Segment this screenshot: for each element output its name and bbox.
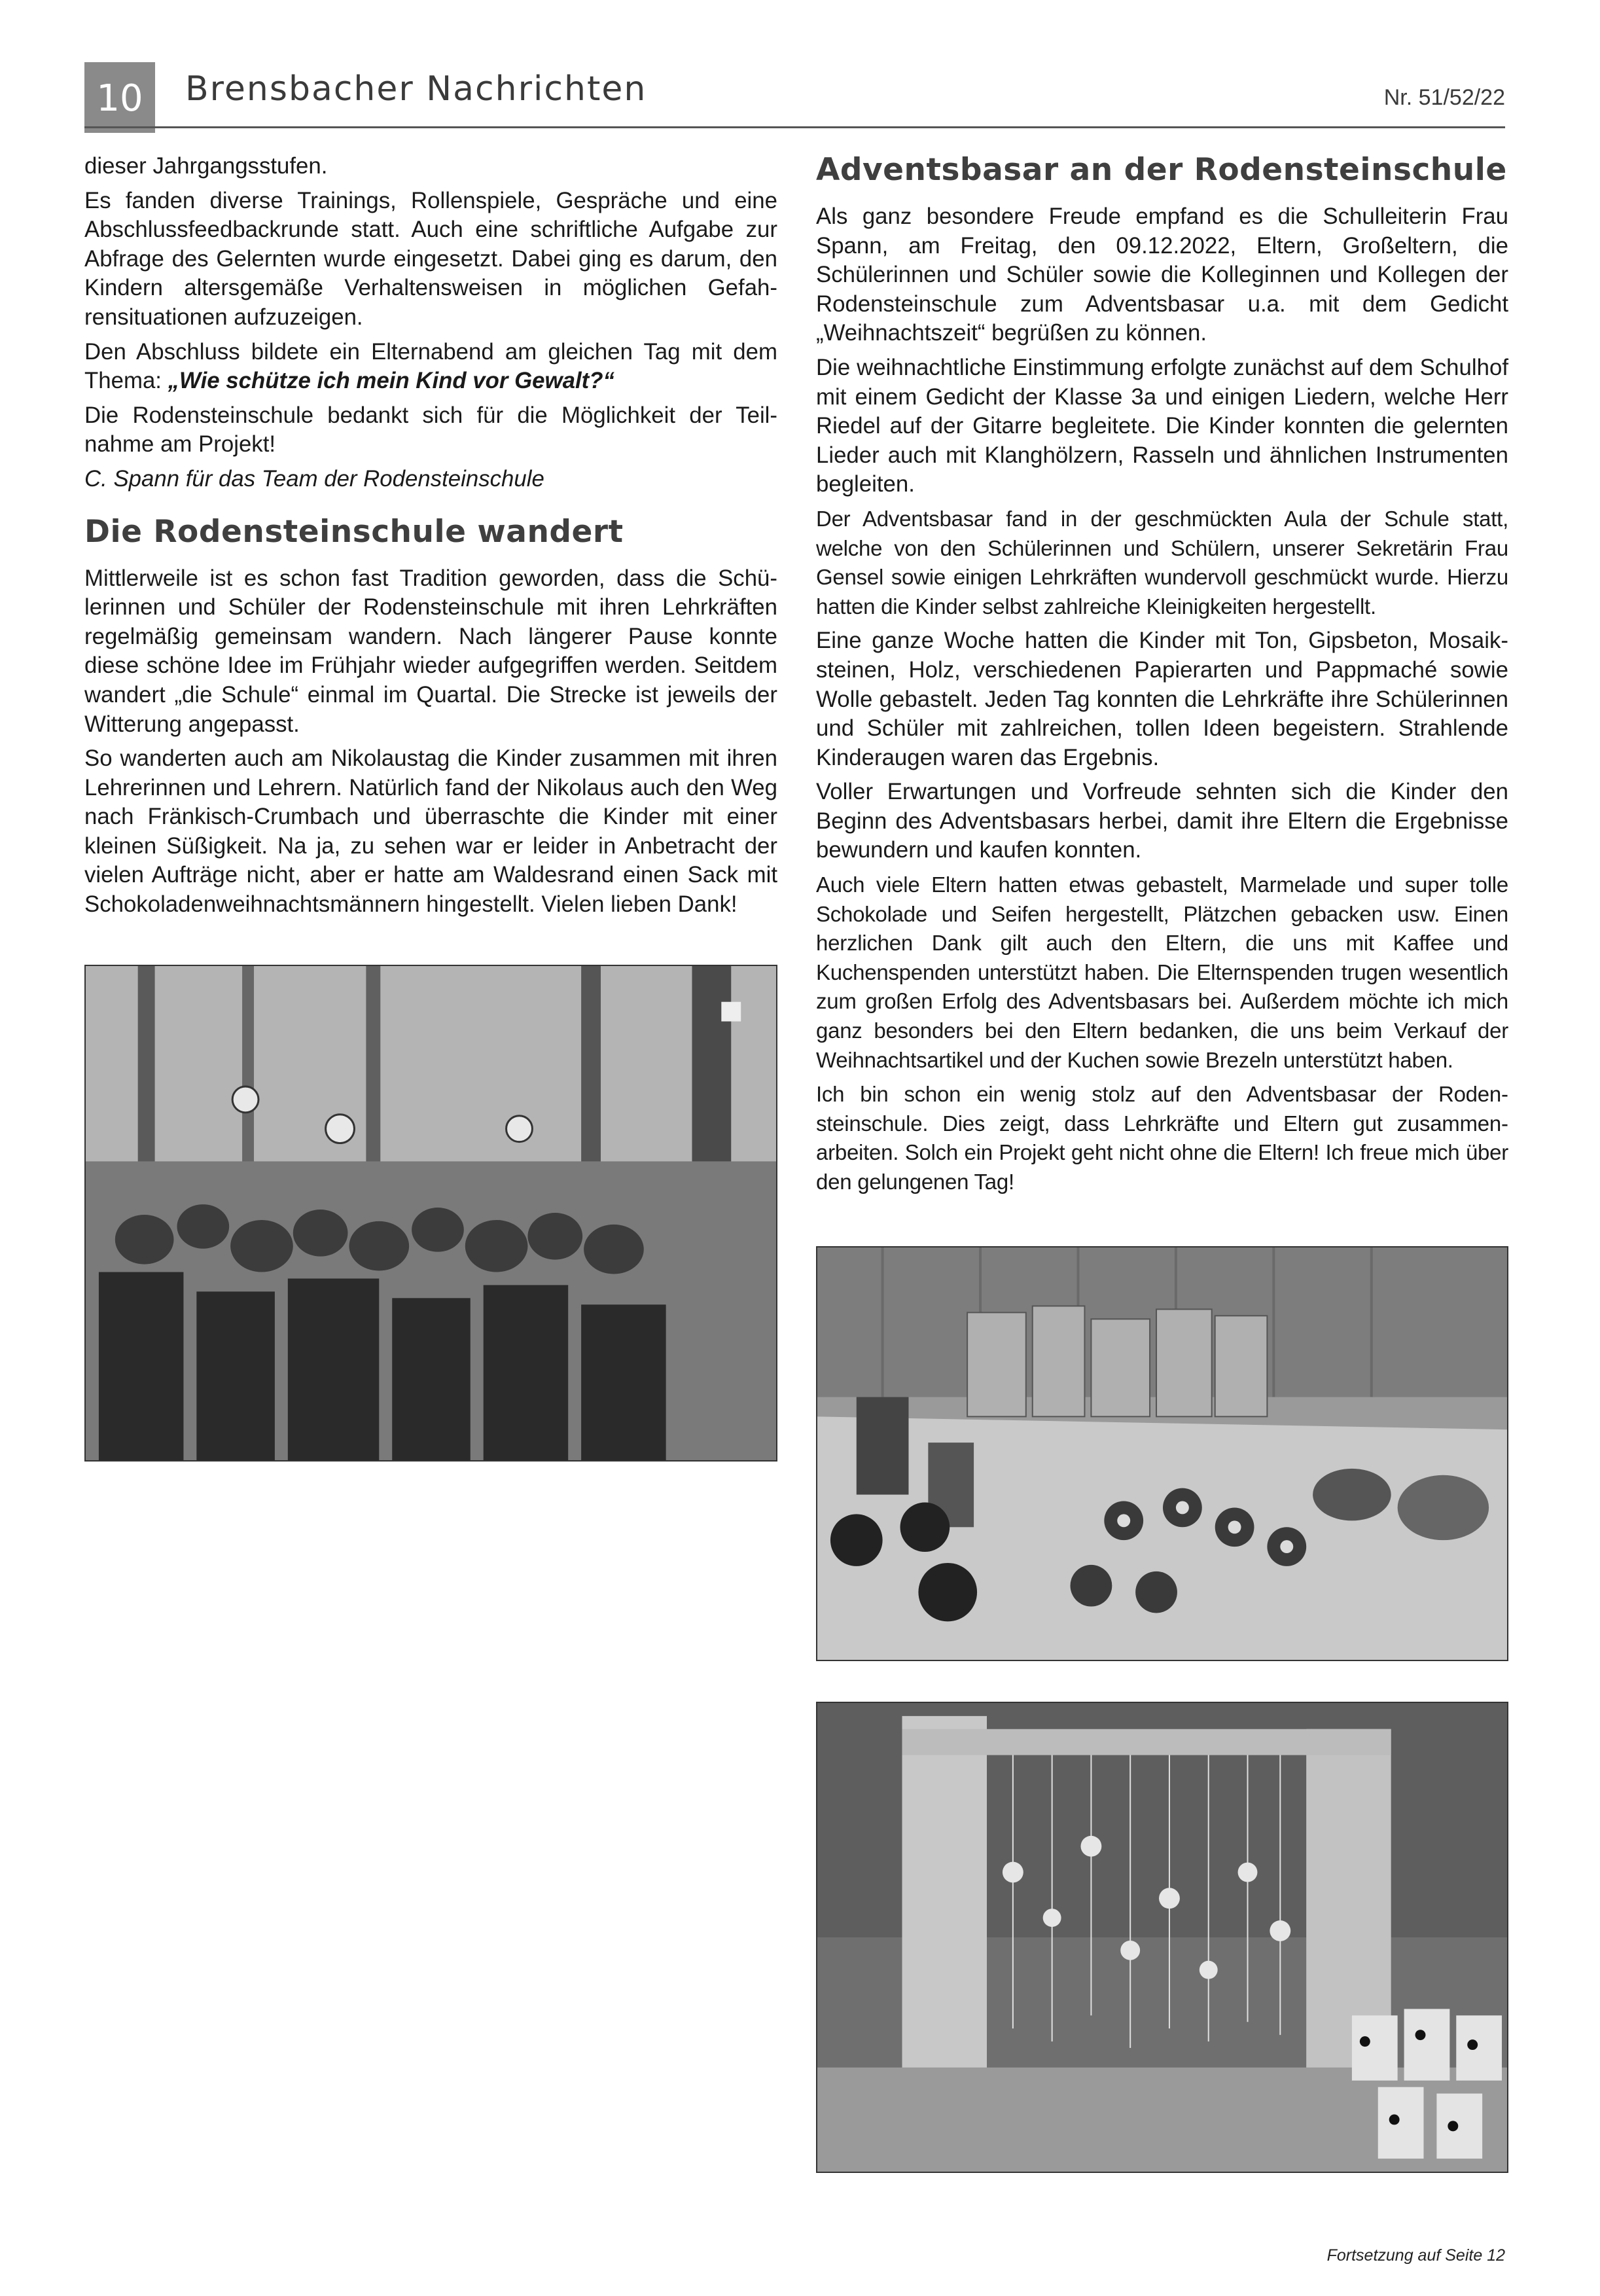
- basar-table-photo-image: [817, 1247, 1507, 1660]
- left-column: [84, 152, 777, 925]
- basar-table-photo: [816, 1246, 1508, 1661]
- hike-paragraph-2: So wanderten auch am Nikolaustag die Kinder zusammen mit ihren Lehrerinnen und Lehrern. Natürlich fand der Nikolaus auch den Weg nach Fränkisch-Crumbach und überraschte die Kinder mit einer kleinen Süßigkeit. Na ja, zu sehen war er leider in Anbetracht der vielen Aufträge nicht, aber er hatte am Waldesrand einen Sack mit Schokoladenweihnachtsmännern hingestellt. Vielen lieben Dank!: [84, 745, 777, 918]
- basar-paragraph-2: Die weihnachtliche Einstimmung erfolgte zunächst auf dem Schulhof mit einem Gedicht der Klasse 3a und einigen Liedern, welche Herr Riedel auf der Gitarre begleitete. Die Kinder konnten die gelernten Lieder auch mit Klanghölzern, Rasseln und ähnlichen Instrumenten begleiten.: [816, 354, 1508, 497]
- basar-paragraph-7: Ich bin schon ein wenig stolz auf den Adventsbasar der Rodensteinschule. Dies zeigt, dass Lehrkräfte und Eltern gut zusammenarbeiten. Solch ein Projekt geht nicht ohne die Eltern! Ich freue mich über den gelungenen Tag!: [816, 1082, 1508, 1194]
- issue-number: Nr. 51/52/22: [1383, 85, 1505, 110]
- basar-paragraph-5: Voller Erwartungen und Vorfreude sehnten sich die Kinder den Beginn des Adventsbasars herbei, damit ihre Eltern die Ergebnisse bewundern und kaufen konnten.: [816, 779, 1508, 863]
- basar-frame-photo-image: [817, 1703, 1507, 2172]
- intro-paragraph-2: Es fanden diverse Trainings, Rollenspiele, Gespräche und eine Abschlussfeedbackrunde statt. Auch eine schriftliche Aufgabe zur Abfrage des Gelernten wurde eingesetzt. Dabei ging es darum, den Kindern altersgemäße Verhaltensweisen in möglichen Gefahrensituationen aufzuzeigen.: [84, 187, 777, 330]
- basar-paragraph-3: Der Adventsbasar fand in der geschmückten Aula der Schule statt, welche von den Schülerinnen und Schülern, unserer Sekretärin Frau Gensel sowie einigen Lehrkräften wundervoll geschmückt wurde. Hierzu hatten die Kinder selbst zahlreiche Kleinigkeiten hergestellt.: [816, 506, 1508, 619]
- basar-paragraph-6: Auch viele Eltern hatten etwas gebastelt, Marmelade und super tolle Schokolade und Seifen hergestellt, Plätzchen gebacken usw. Einen herzlichen Dank gilt auch den Eltern, die uns mit Kaffee und Kuchenspenden unterstützt haben. Die Elternspenden trugen wesentlich zum großen Erfolg des Adventsbasars bei. Außerdem möchte ich mich ganz besonders bei den Eltern bedanken, die uns beim Verkauf der Weihnachtsartikel und der Kuchen sowie Brezeln unterstützt haben.: [816, 872, 1508, 1072]
- parent-evening-lead: Den Abschluss bildete ein Elternabend am gleichen Tag mit dem Thema:: [84, 338, 777, 394]
- signature: C. Spann für das Team der Rodensteinschule: [84, 465, 544, 492]
- publication-title: Brensbacher Nachrichten: [185, 69, 647, 109]
- basar-frame-photo: [816, 1702, 1508, 2173]
- intro-paragraph-1: dieser Jahrgangsstufen.: [84, 153, 328, 179]
- right-column: [816, 152, 1508, 1202]
- hike-heading: Die Rodensteinschule wandert: [84, 513, 624, 550]
- hike-paragraph-1: Mittlerweile ist es schon fast Tradition geworden, dass die Schülerinnen und Schüler der Rodensteinschule mit ihren Lehrkräften regelmäßig gemeinsam wandern. Nach längerer Pause konnte diese schöne Idee im Frühjahr wieder aufgegriffen werden. Seitdem wandert „die Schule“ einmal im Quartal. Die Strecke ist jeweils der Witterung angepasst.: [84, 565, 777, 737]
- basar-paragraph-4: Eine ganze Woche hatten die Kinder mit Ton, Gipsbeton, Mosaiksteinen, Holz, verschiedenen Papierarten und Pappmaché sowie Wolle gebastelt. Jeden Tag konnten die Lehrkräfte ihre Schülerinnen und Schüler mit zahlreichen, tollen Ideen begeistern. Strahlende Kinderaugen waren das Ergebnis.: [816, 628, 1508, 770]
- continuation-note: Fortsetzung auf Seite 12: [1326, 2246, 1505, 2265]
- hike-photo: [84, 965, 777, 1462]
- parent-evening-topic: „Wie schütze ich mein Kind vor Gewalt?“: [168, 368, 614, 394]
- parent-evening-paragraph: [84, 338, 777, 396]
- thanks-paragraph: Die Rodensteinschule bedankt sich für die Möglichkeit der Teilnahme am Projekt!: [84, 402, 777, 457]
- basar-heading: Adventsbasar an der Rodensteinschule: [816, 152, 1507, 188]
- hike-photo-image: [86, 966, 776, 1460]
- page-number-badge: [84, 62, 155, 133]
- basar-paragraph-1: Als ganz besondere Freude empfand es die Schulleiterin Frau Spann, am Freitag, den 09.12.2022, Eltern, Großeltern, die Schülerinnen und Schüler sowie die Kolleginnen und Kollegen der Rodensteinschule zum Adventsbasar u.a. mit dem Gedicht „Weihnachtszeit“ begrüßen zu können.: [816, 204, 1508, 346]
- page-number: 10: [96, 77, 143, 120]
- header-divider: [84, 126, 1505, 128]
